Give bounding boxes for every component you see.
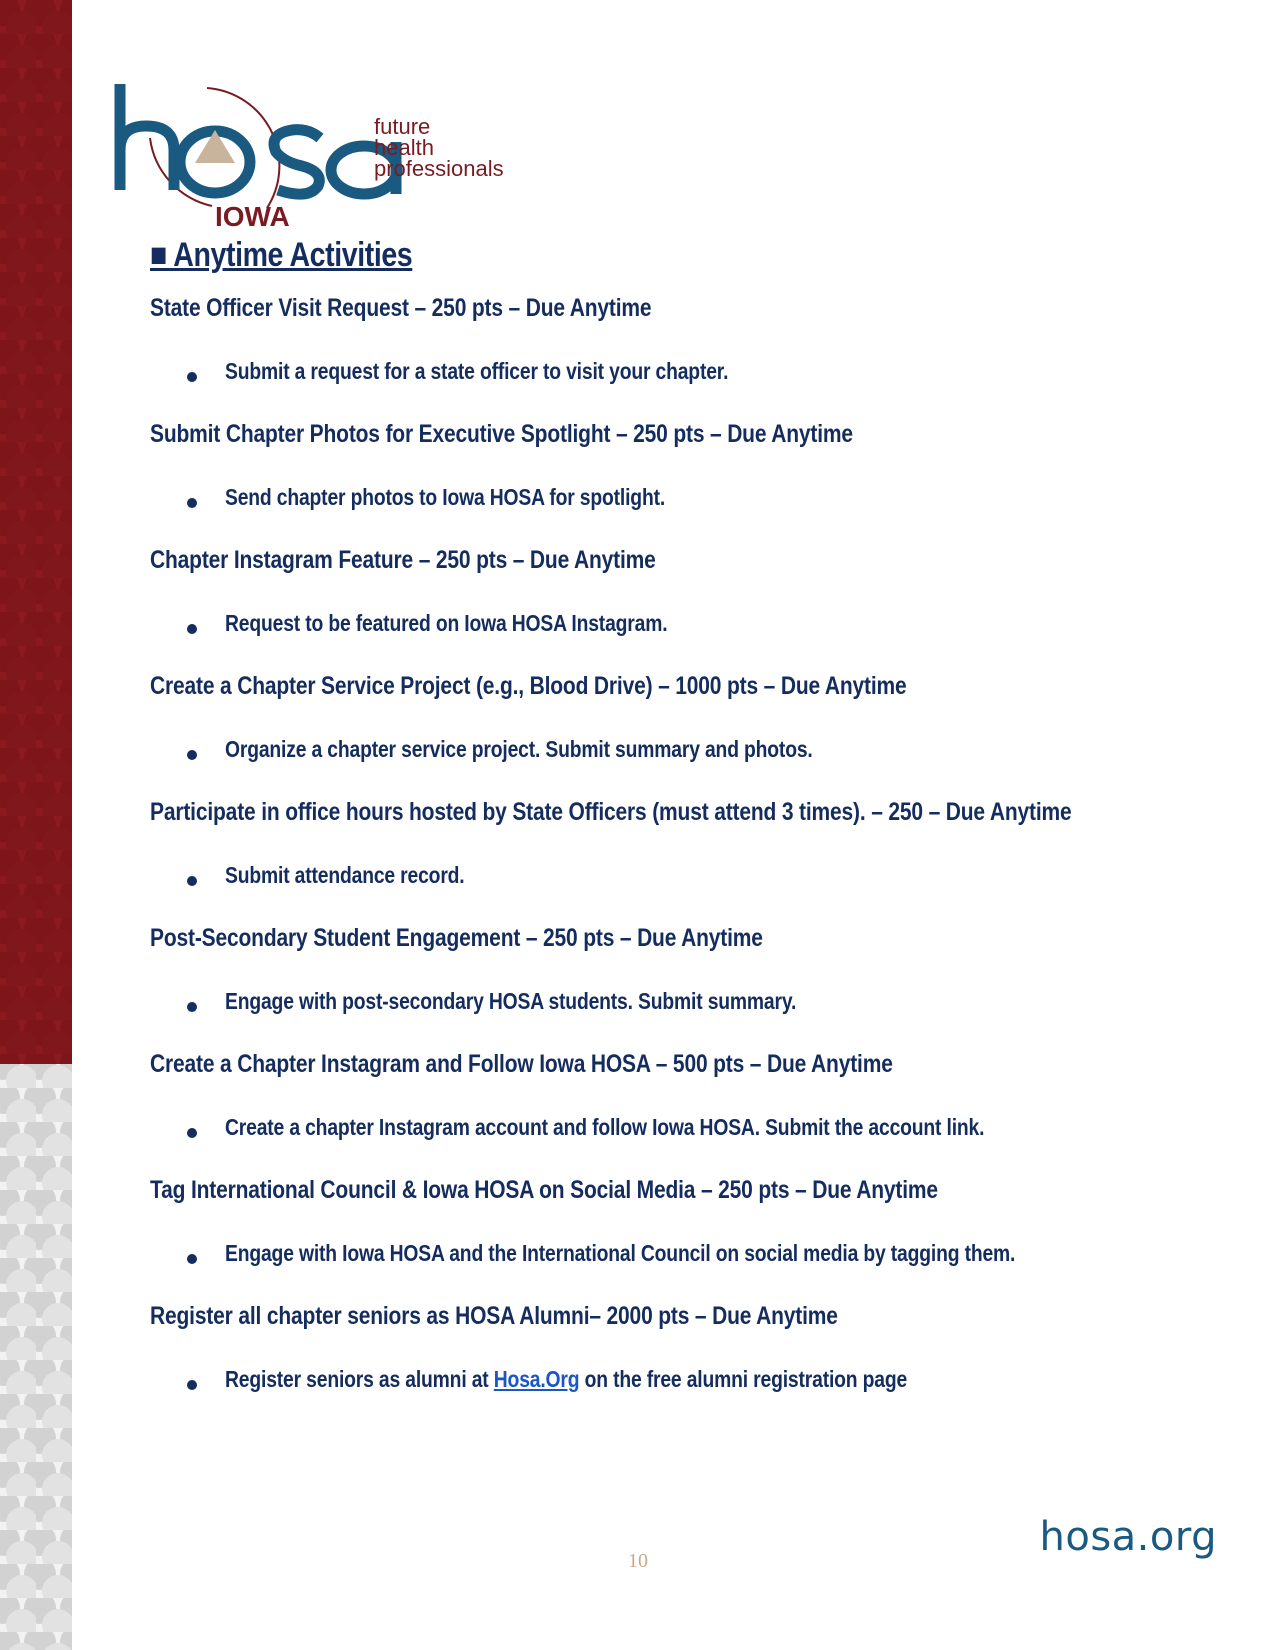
activity-desc-9 (225, 1366, 907, 1393)
logo-tagline-health: health (374, 135, 434, 160)
activity-desc-1: Submit a request for a state officer to visit your chapter. (225, 358, 729, 384)
activity-title-2: Submit Chapter Photos for Executive Spotlight – 250 pts – Due Anytime (150, 420, 853, 448)
activity-title-1: State Officer Visit Request – 250 pts – Due Anytime (150, 294, 652, 322)
activity-title-8: Tag International Council & Iowa HOSA on Social Media – 250 pts – Due Anytime (150, 1176, 938, 1204)
section-heading: ■ Anytime Activities (150, 236, 413, 274)
activity-desc-6: Engage with post-secondary HOSA students. Submit summary. (225, 988, 797, 1014)
page-number: 10 (628, 1550, 648, 1572)
bullet-icon (187, 498, 197, 508)
logo-tagline-professionals: professionals (374, 156, 504, 181)
bullet-icon (187, 1128, 197, 1138)
bullet-icon (187, 750, 197, 760)
bullet-icon (187, 1254, 197, 1264)
decorative-sidebar (0, 0, 72, 1650)
activity-title-9: Register all chapter seniors as HOSA Alumni– 2000 pts – Due Anytime (150, 1302, 838, 1330)
activity-desc-5: Submit attendance record. (225, 862, 465, 888)
activity-desc-3: Request to be featured on Iowa HOSA Instagram. (225, 610, 668, 636)
logo-state: IOWA (215, 201, 290, 232)
activity-desc-9-after: on the free alumni registration page (579, 1366, 908, 1392)
activity-title-3: Chapter Instagram Feature – 250 pts – Due Anytime (150, 546, 656, 574)
activity-title-7: Create a Chapter Instagram and Follow Iowa HOSA – 500 pts – Due Anytime (150, 1050, 893, 1078)
activity-title-4: Create a Chapter Service Project (e.g., Blood Drive) – 1000 pts – Due Anytime (150, 672, 907, 700)
activity-desc-4: Organize a chapter service project. Submit summary and photos. (225, 736, 813, 762)
activity-title-5: Participate in office hours hosted by State Officers (must attend 3 times). – 250 – Due Anytime (150, 798, 1072, 826)
bullet-icon (187, 876, 197, 886)
activity-desc-9-before: Register seniors as alumni at (225, 1366, 494, 1392)
hosa-iowa-logo (112, 78, 532, 238)
activity-title-6: Post-Secondary Student Engagement – 250 pts – Due Anytime (150, 924, 763, 952)
bullet-icon (187, 372, 197, 382)
logo-tagline-future: future (374, 114, 431, 139)
bullet-icon (187, 1380, 197, 1390)
activity-desc-8: Engage with Iowa HOSA and the International Council on social media by tagging them. (225, 1240, 1016, 1266)
footer-url: hosa.org (1039, 1514, 1217, 1560)
bullet-icon (187, 624, 197, 634)
activity-desc-2: Send chapter photos to Iowa HOSA for spotlight. (225, 484, 666, 510)
bullet-icon (187, 1002, 197, 1012)
hosa-org-link[interactable]: Hosa.Org (493, 1366, 580, 1392)
activity-desc-7: Create a chapter Instagram account and follow Iowa HOSA. Submit the account link. (225, 1114, 985, 1140)
